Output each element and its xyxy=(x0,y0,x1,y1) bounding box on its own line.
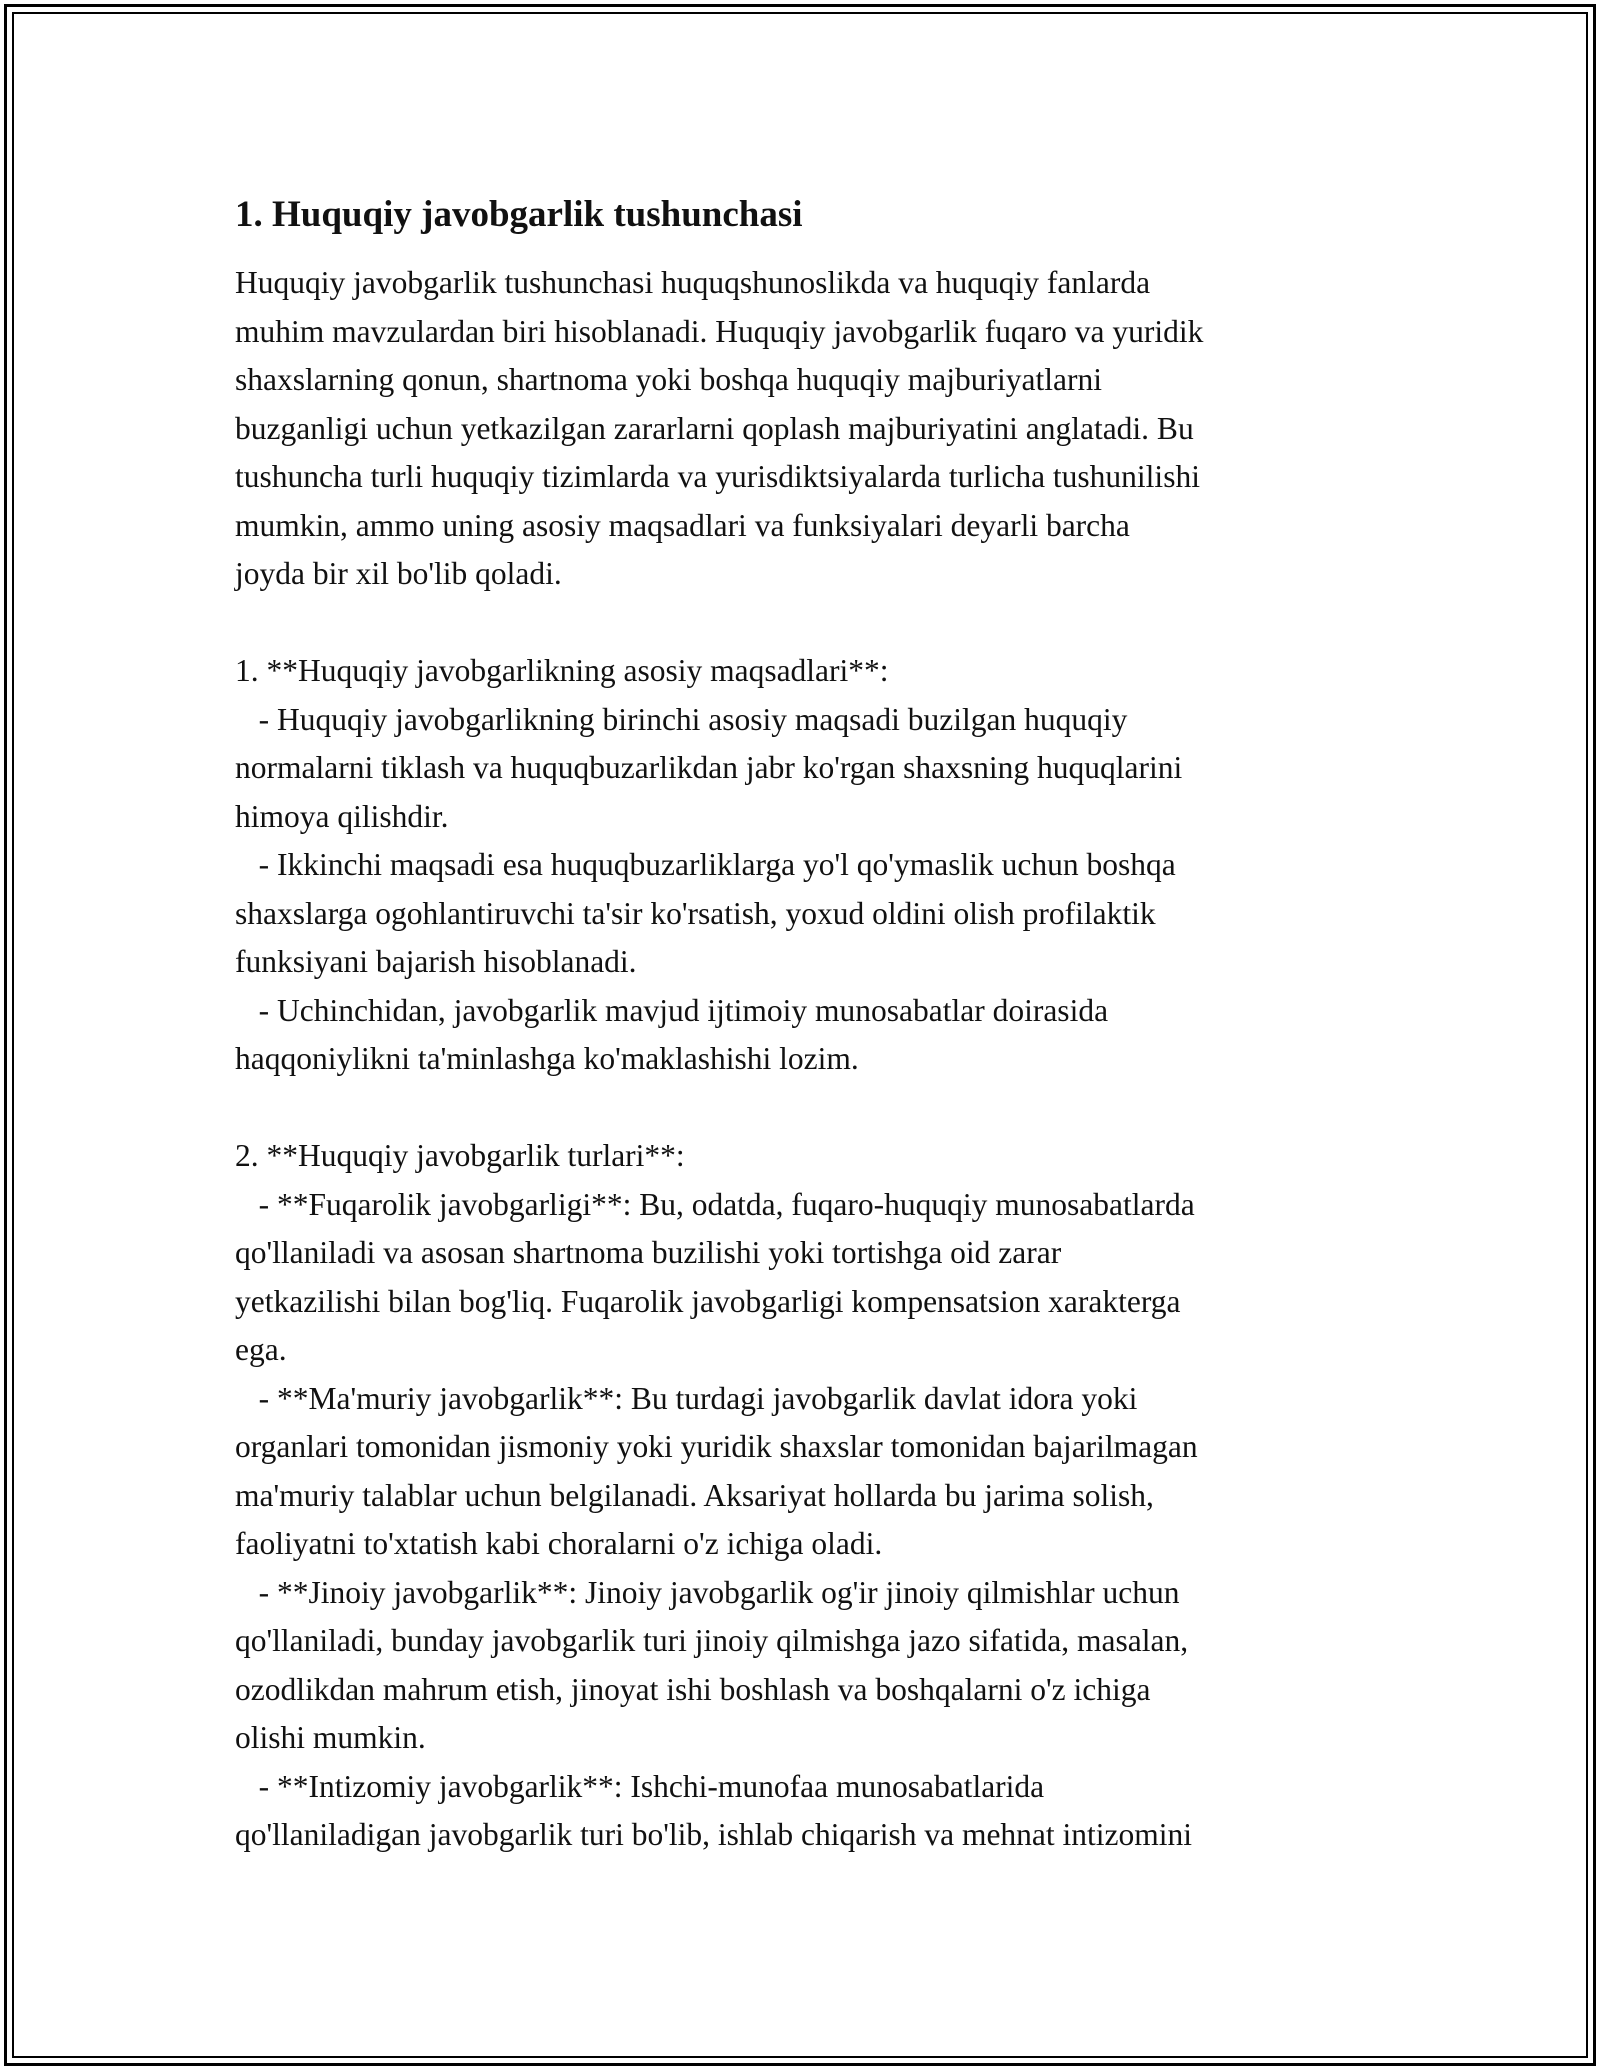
types-list: 2. **Huquqiy javobgarlik turlari**: - **Fuqarolik javobgarligi**: Bu, odatda, fuqaro-huquqiy munosabatlarda qo'llaniladi va asosan shartnoma buzilishi yoki tortishga oid zarar yetkazilishi bilan bog'liq. Fuqarolik javobgarligi kompensatsion xarakterga ega. - **Ma'muriy javobgarlik**: Bu turdagi javobgarlik davlat idora yoki organlari tomonidan jismoniy yoki yuridik shaxslar tomonidan bajarilmagan ma'muriy talablar uchun belgilanadi. Aksariyat hollarda bu jarima solish, faoliyatni to'xtatish kabi choralarni o'z ichiga oladi. - **Jinoiy javobgarlik**: Jinoiy javobgarlik og'ir jinoiy qilmishlar uchun qo'llaniladi, bunday javobgarlik turi jinoiy qilmishga jazo sifatida, masalan, ozodlikdan mahrum etish, jinoyat ishi boshlash va boshqalarni o'z ichiga olishi mumkin. - **Intizomiy javobgarlik**: Ishchi-munofaa munosabatlarida qo'llaniladigan javobgarlik turi bo'lib, ishlab chiqarish va mehnat intizomini xyxy=(235,1138,1198,1852)
section-heading: 1. Huquqiy javobgarlik tushunchasi xyxy=(235,194,803,235)
blank-line xyxy=(235,599,1375,648)
intro-paragraph: Huquqiy javobgarlik tushunchasi huquqshunoslikda va huquqiy fanlarda muhim mavzulardan biri hisoblanadi. Huquqiy javobgarlik fuqaro va yuridik shaxslarning qonun, shartnoma yoki boshqa huquqiy majburiyatlarni buzganligi uchun yetkazilgan zararlarni qoplash majburiyatini anglatadi. Bu tushuncha turli huquqiy tizimlarda va yurisdiktsiyalarda turlicha tushunilishi mumkin, ammo uning asosiy maqsadlari va funksiyalari deyarli barcha joyda bir xil bo'lib qoladi. xyxy=(235,265,1204,591)
document-body xyxy=(235,185,1375,1860)
goals-list: 1. **Huquqiy javobgarlikning asosiy maqsadlari**: - Huquqiy javobgarlikning birinchi asosiy maqsadi buzilgan huquqiy normalarni tiklash va huquqbuzarlikdan jabr ko'rgan shaxsning huquqlarini himoya qilishdir. - Ikkinchi maqsadi esa huquqbuzarliklarga yo'l qo'ymaslik uchun boshqa shaxslarga ogohlantiruvchi ta'sir ko'rsatish, yoxud oldini olish profilaktik funksiyani bajarish hisoblanadi. - Uchinchidan, javobgarlik mavjud ijtimoiy munosabatlar doirasida haqqoniylikni ta'minlashga ko'maklashishi lozim. xyxy=(235,653,1183,1076)
blank-line xyxy=(235,1084,1375,1133)
